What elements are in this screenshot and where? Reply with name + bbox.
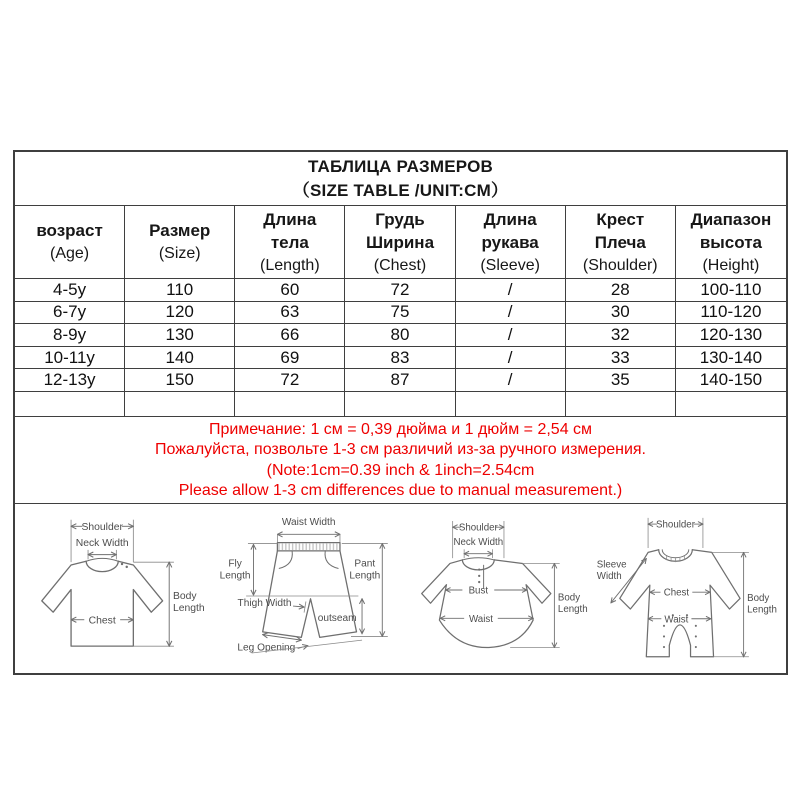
- table-cell-empty: [15, 392, 125, 416]
- shoulder-label: Shoulder: [81, 522, 123, 534]
- thigh-width-label: Thigh Width: [237, 598, 292, 610]
- table-row: [15, 369, 786, 392]
- leg-opening-arrow: [263, 635, 302, 641]
- table-cell: 140-150: [699, 370, 763, 390]
- collar-outline: [462, 560, 494, 570]
- table-cell: 12-13y: [15, 369, 125, 391]
- table-cell-empty: [235, 392, 345, 416]
- dress-diagram: [404, 510, 588, 670]
- column-header-shoulder: Крест Плеча (Shoulder): [566, 206, 676, 278]
- table-cell: 110: [125, 279, 235, 301]
- collar-top: [462, 558, 494, 560]
- note-line: (Note:1cm=0.39 inch & 1inch=2.54cm: [266, 461, 535, 479]
- romper-diagram: [595, 510, 779, 670]
- table-cell-empty: [345, 392, 455, 416]
- table-header-row: [15, 206, 786, 279]
- pants-diagram: [213, 510, 397, 670]
- table-cell: 10-11y: [15, 347, 125, 369]
- body-length-label: Body Length: [172, 590, 205, 615]
- column-header-height: Диапазон высота (Height): [690, 209, 772, 274]
- pant-length-label: Pant Length: [349, 558, 381, 582]
- table-cell: 130: [125, 324, 235, 346]
- note-line: Please allow 1-3 cm differences due to manual measurement.): [178, 482, 623, 500]
- table-cell: 30: [566, 302, 676, 324]
- table-cell: 80: [345, 324, 455, 346]
- button: [126, 566, 128, 568]
- table-row: [15, 302, 786, 325]
- table-cell-empty: [676, 392, 786, 416]
- measurement-notes: [15, 417, 786, 504]
- fly-length-label: Fly Length: [219, 558, 251, 582]
- neck-width-label: Neck Width: [453, 536, 504, 548]
- collar-inner: [662, 550, 689, 558]
- table-title-ru: ТАБЛИЦА РАЗМЕРОВ: [307, 156, 494, 176]
- table-cell-empty: [566, 392, 676, 416]
- table-cell: 130-140: [699, 347, 763, 367]
- button: [478, 575, 480, 577]
- pants-outline: [263, 551, 357, 637]
- table-cell: 6-7y: [15, 302, 125, 324]
- column-header-length: Длина тела (Length): [235, 206, 345, 278]
- table-cell: 110-120: [700, 302, 762, 322]
- table-cell: 100-110: [700, 279, 762, 299]
- table-cell: 69: [235, 347, 345, 369]
- shoulder-label: Shoulder: [656, 519, 695, 531]
- table-cell: 63: [235, 302, 345, 324]
- garment-diagrams: [15, 504, 786, 673]
- button: [478, 581, 480, 583]
- bust-label: Bust: [468, 585, 489, 597]
- body-length-label: Body Length: [557, 592, 588, 616]
- column-header-age: возраст (Age): [15, 206, 125, 278]
- snap: [663, 646, 665, 648]
- shirt-diagram: [22, 510, 206, 670]
- table-cell: 60: [235, 279, 345, 301]
- table-cell-empty: [125, 392, 235, 416]
- tick: [304, 601, 306, 612]
- table-cell: 150: [125, 369, 235, 391]
- table-cell: /: [456, 279, 566, 301]
- table-cell: /: [456, 302, 566, 324]
- table-row: [15, 347, 786, 370]
- table-cell: 140: [125, 347, 235, 369]
- sleeve-width-label: Sleeve Width: [596, 559, 627, 582]
- table-cell: 120: [125, 302, 235, 324]
- table-row-empty: [15, 392, 786, 417]
- pocket-curve: [325, 551, 338, 568]
- table-cell: /: [456, 347, 566, 369]
- waist-label: Waist: [664, 614, 689, 626]
- snap: [695, 625, 697, 627]
- table-title-en: （SIZE TABLE /UNIT:CM）: [292, 180, 509, 200]
- column-header-chest: Грудь Ширина (Chest): [345, 206, 455, 278]
- table-cell: 4-5y: [15, 279, 125, 301]
- pocket-curve: [279, 551, 292, 568]
- romper-outline: [620, 550, 740, 657]
- snap: [695, 646, 697, 648]
- table-cell: 87: [345, 369, 455, 391]
- table-cell: 8-9y: [15, 324, 125, 346]
- table-cell: 32: [566, 324, 676, 346]
- shoulder-label: Shoulder: [458, 522, 498, 534]
- table-cell: 35: [566, 369, 676, 391]
- table-cell: 75: [345, 302, 455, 324]
- button: [478, 568, 480, 570]
- dress-outline: [422, 560, 551, 648]
- collar-top: [86, 558, 118, 561]
- table-cell-empty: [456, 392, 566, 416]
- snap: [663, 635, 665, 637]
- note-line: Пожалуйста, позвольте 1-3 см различий из-за ручного измерения.: [155, 441, 646, 459]
- button: [121, 563, 123, 565]
- size-chart-sheet: [13, 150, 788, 675]
- column-header-size: Размер (Size): [125, 206, 235, 278]
- table-cell: 72: [235, 369, 345, 391]
- chest-label: Chest: [663, 587, 690, 599]
- table-cell: 66: [235, 324, 345, 346]
- table-row: [15, 279, 786, 302]
- table-cell: 72: [345, 279, 455, 301]
- table-cell: 28: [566, 279, 676, 301]
- table-cell: 33: [566, 347, 676, 369]
- table-cell: /: [456, 369, 566, 391]
- table-cell: /: [456, 324, 566, 346]
- body-length-label: Body Length: [747, 593, 777, 616]
- waist-width-label: Waist Width: [281, 517, 336, 529]
- column-header-sleeve: Длина рукава (Sleeve): [456, 206, 566, 278]
- neck-width-label: Neck Width: [75, 538, 129, 550]
- outseam-label: outseam: [317, 612, 357, 624]
- table-row: [15, 324, 786, 347]
- collar-outline: [86, 561, 118, 571]
- table-cell: 120-130: [699, 324, 763, 344]
- table-cell: 83: [345, 347, 455, 369]
- table-title-block: [15, 152, 786, 206]
- thigh-width-arrow: [293, 606, 304, 607]
- waist-label: Waist: [468, 613, 493, 625]
- snap: [695, 635, 697, 637]
- leg-opening-label: Leg Opening: [237, 642, 296, 654]
- shirt-outline: [42, 561, 163, 646]
- note-line: Примечание: 1 см = 0,39 дюйма и 1 дюйм = 2,54 см: [208, 420, 593, 438]
- chest-label: Chest: [88, 615, 116, 627]
